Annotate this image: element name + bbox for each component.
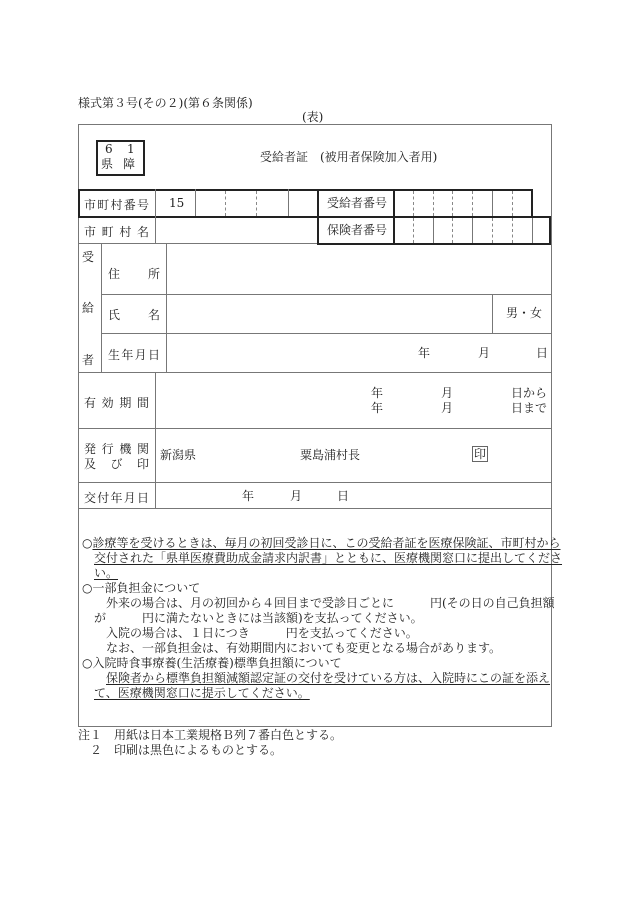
form-title: 受給者証 (被用者保険加入者用)	[260, 150, 438, 164]
note2-line4: なお、一部負担金は、有効期間内においても変更となる場合があります。	[106, 641, 502, 655]
gender-selector[interactable]: 男・女	[506, 306, 543, 320]
digit-separator	[225, 191, 226, 216]
footnote-1: 注１ 用紙は日本工業規格Ｂ列７番白色とする。	[78, 728, 343, 742]
digit-separator	[512, 218, 513, 243]
insurer-number-label: 保険者番号	[327, 223, 388, 237]
form-number: 様式第３号(その２)(第６条関係)	[78, 96, 253, 110]
digit-separator	[433, 191, 434, 216]
digit-separator	[512, 191, 513, 216]
note2-heading: ○一部負担金について	[82, 581, 201, 595]
divider	[101, 244, 102, 372]
divider	[393, 189, 395, 245]
note2-line3: 入院の場合は、１日につき 円を支払ってください。	[106, 626, 418, 640]
valid-from-month-unit: 月	[441, 386, 454, 400]
divider	[155, 189, 156, 243]
name-label: 氏 名	[108, 308, 160, 322]
badge-top-left: 6	[105, 142, 113, 156]
divider	[78, 508, 551, 509]
seal-mark: 印	[474, 447, 487, 461]
divider	[195, 189, 196, 216]
note1-line1: ○診療等を受けるときは、毎月の初回受診日に、この受給者証を医療保険証、市町村から	[82, 536, 561, 550]
digit-separator	[492, 218, 493, 243]
note2-line1: 外来の場合は、月の初回から４回目まで受診日ごとに 円(その日の自己負担額	[106, 596, 555, 610]
divider	[78, 216, 551, 218]
recipient-group-label-1: 受	[82, 250, 95, 264]
birth-date-label: 生 年 月 日	[108, 348, 160, 362]
valid-from-year-unit: 年	[371, 386, 384, 400]
issue-year-unit: 年	[242, 489, 255, 503]
address-field[interactable]	[167, 245, 550, 293]
address-label: 住 所	[108, 267, 160, 281]
divider	[433, 218, 434, 243]
digit-separator	[452, 218, 453, 243]
valid-to-month-unit: 月	[441, 401, 454, 415]
recipient-group-label-3: 者	[82, 353, 95, 367]
valid-from-day-unit: 日から	[511, 386, 548, 400]
divider	[549, 216, 551, 245]
issue-day-unit: 日	[337, 489, 350, 503]
issuer-prefecture: 新潟県	[160, 448, 197, 462]
note1-line2: 交付された「県単医療費助成金請求内訳書」とともに、医療機関窓口に提出してくださ	[94, 551, 563, 565]
divider	[472, 218, 473, 243]
valid-to-year-unit: 年	[371, 401, 384, 415]
issuer-mayor: 粟島浦村長	[300, 448, 361, 462]
divider	[101, 333, 551, 334]
divider	[492, 294, 493, 333]
digit-separator	[256, 191, 257, 216]
digit-separator	[413, 218, 414, 243]
birth-year-unit: 年	[418, 346, 431, 360]
divider	[155, 372, 156, 508]
municipality-number-label: 市 町 村 番 号	[84, 198, 149, 212]
divider	[78, 482, 551, 483]
recipient-group-label-2: 給	[82, 301, 95, 315]
issue-month-unit: 月	[290, 489, 303, 503]
divider	[78, 189, 80, 218]
divider	[532, 218, 533, 243]
divider	[78, 243, 317, 244]
side-label: (表)	[302, 110, 324, 124]
digit-separator	[413, 191, 414, 216]
note3-line2: て、医療機関窓口に提示してください。	[94, 686, 310, 700]
footnote-2: ２ 印刷は黒色によるものとする。	[90, 743, 283, 757]
digit-separator	[452, 191, 453, 216]
birth-month-unit: 月	[478, 346, 491, 360]
divider	[317, 189, 319, 245]
divider	[78, 189, 532, 191]
name-field[interactable]	[167, 295, 491, 332]
note2-line2: が 円に満たないときには当該額)を支払ってください。	[94, 611, 423, 625]
valid-to-day-unit: 日まで	[511, 401, 548, 415]
birth-day-unit: 日	[536, 346, 549, 360]
issue-date-label: 交 付 年 月 日	[84, 491, 149, 505]
digit-separator	[472, 191, 473, 216]
divider	[288, 189, 289, 216]
divider	[78, 428, 551, 429]
municipality-number-value[interactable]: 15	[169, 196, 185, 210]
divider	[531, 189, 533, 218]
issuer-label-line1: 発 行 機 関	[84, 442, 149, 456]
recipient-number-label: 受給者番号	[327, 196, 388, 210]
note3-line1: 保険者から標準負担額減額認定証の交付を受けている方は、入院時にこの証を添え	[106, 671, 551, 685]
badge-top-right: 1	[127, 142, 135, 156]
municipality-name-label: 市 町 村 名	[84, 225, 149, 239]
note1-line3: い。	[94, 566, 119, 580]
issuer-label-line2: 及 び 印	[84, 457, 149, 471]
validity-label: 有 効 期 間	[84, 396, 149, 410]
divider	[492, 191, 493, 216]
badge-bottom-right: 障	[123, 157, 136, 171]
note3-heading: ○入院時食事療養(生活療養)標準負担額について	[82, 656, 342, 670]
divider	[78, 372, 551, 373]
badge-bottom-left: 県	[101, 157, 114, 171]
